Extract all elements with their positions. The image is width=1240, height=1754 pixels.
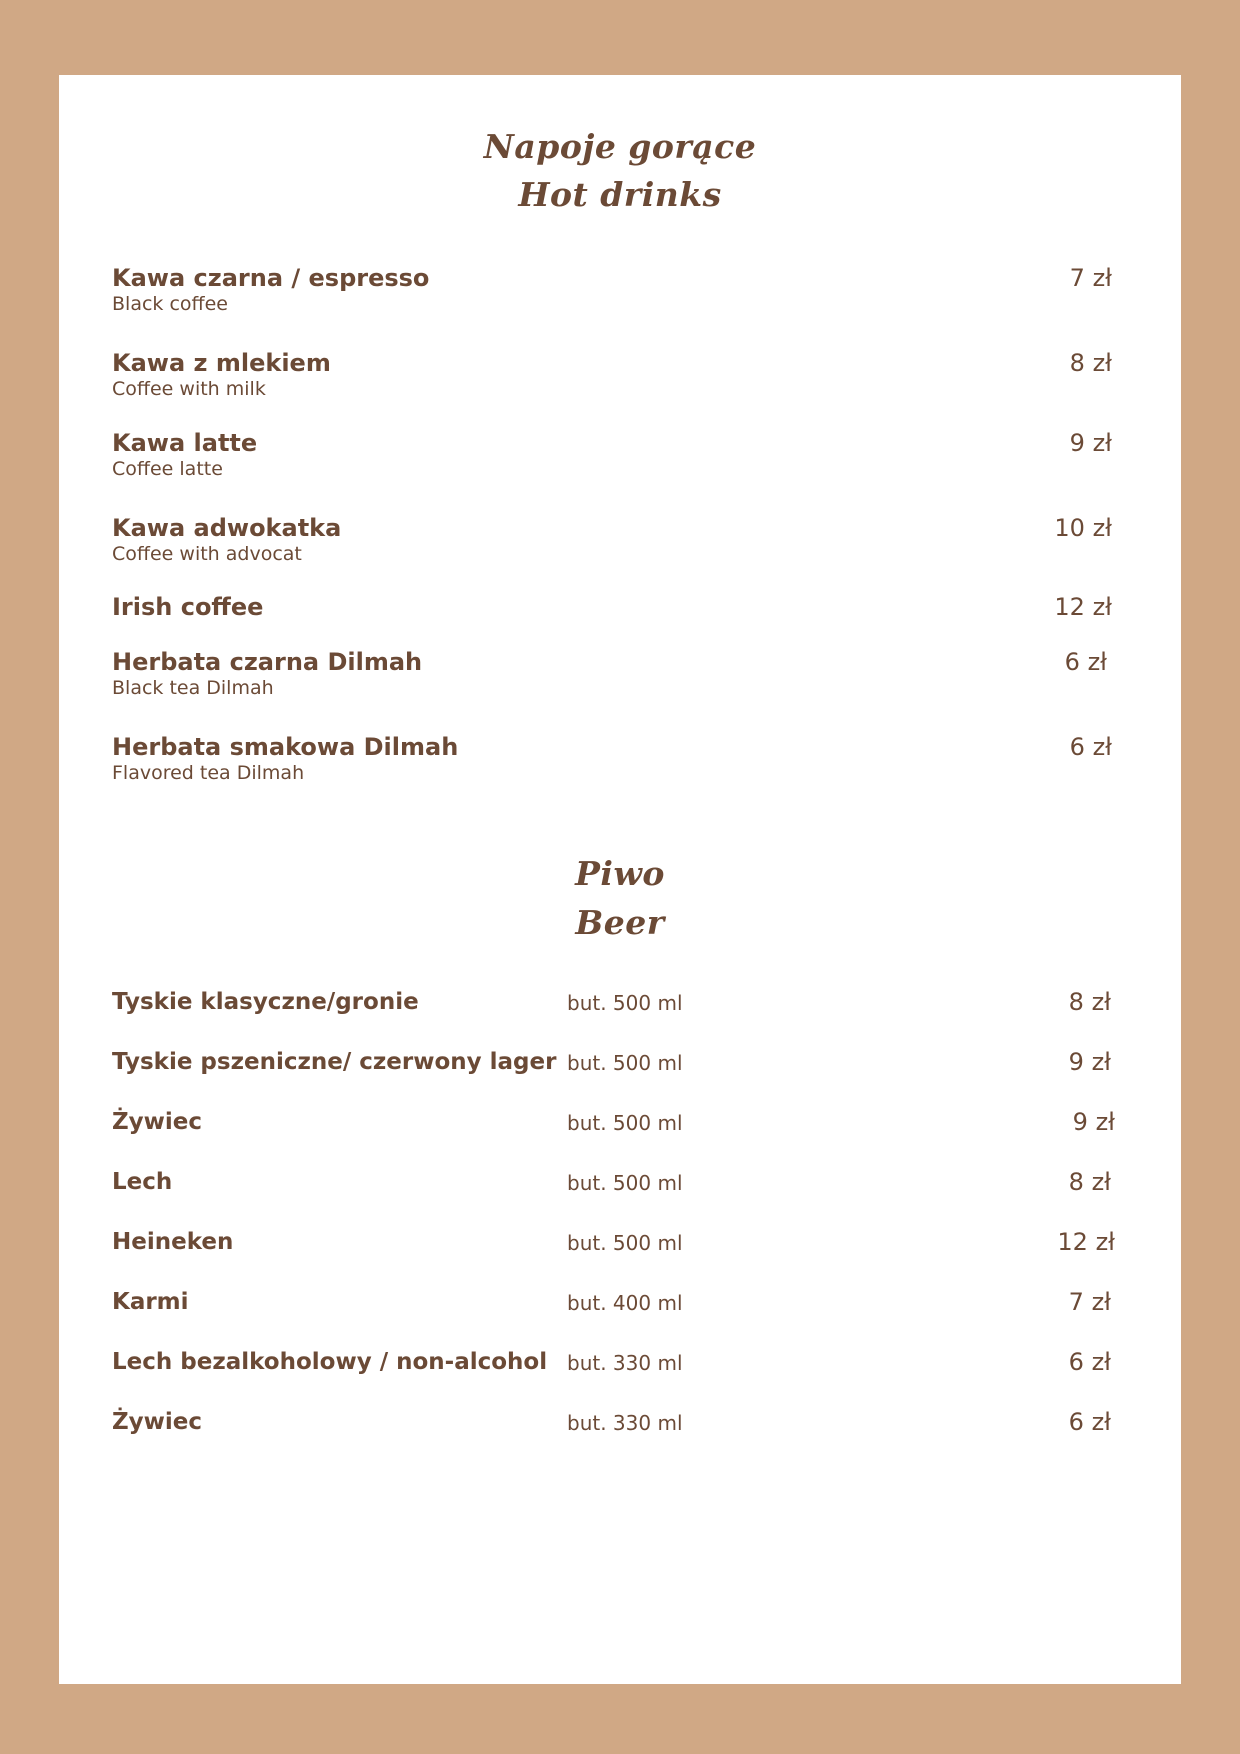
beer-price: 9 zł xyxy=(1068,1048,1111,1076)
item-price: 10 zł xyxy=(1054,514,1112,542)
item-price: 6 zł xyxy=(1064,648,1107,676)
item-name: Herbata czarna Dilmah xyxy=(112,648,423,676)
beer-volume: but. 500 ml xyxy=(567,1171,683,1195)
item-price: 12 zł xyxy=(1054,593,1112,621)
hot-drink-item xyxy=(112,592,1112,622)
hot-drinks-title-pl: Napoje gorące xyxy=(483,127,757,166)
menu-page xyxy=(59,75,1181,1684)
item-name: Kawa z mlekiem xyxy=(112,349,331,377)
item-name: Kawa latte xyxy=(112,429,258,457)
item-name: Kawa czarna / espresso xyxy=(112,264,430,292)
beer-row xyxy=(112,1227,1115,1257)
item-price: 7 zł xyxy=(1069,264,1112,292)
hot-drink-item xyxy=(112,732,1112,784)
item-subtitle: Flavored tea Dilmah xyxy=(112,762,305,784)
beer-name: Heineken xyxy=(112,1229,234,1255)
hot-drink-item xyxy=(112,428,1112,480)
item-subtitle: Coffee with milk xyxy=(112,378,266,400)
beer-price: 12 zł xyxy=(1057,1228,1115,1256)
beer-row xyxy=(112,1167,1115,1197)
beer-name: Żywiec xyxy=(112,1109,203,1135)
beer-volume: but. 400 ml xyxy=(567,1291,683,1315)
beer-row xyxy=(112,1107,1115,1137)
beer-name: Lech xyxy=(112,1169,173,1195)
hot-drinks-title-en: Hot drinks xyxy=(518,175,722,214)
beer-volume: but. 500 ml xyxy=(567,1231,683,1255)
beer-row xyxy=(112,1047,1115,1077)
beer-row xyxy=(112,1407,1115,1437)
beer-row xyxy=(112,1287,1115,1317)
beer-volume: but. 500 ml xyxy=(567,991,683,1015)
beer-name: Tyskie klasyczne/gronie xyxy=(112,989,419,1015)
hot-drink-item xyxy=(112,263,1112,315)
beer-volume: but. 500 ml xyxy=(567,1051,683,1075)
item-price: 9 zł xyxy=(1069,429,1112,457)
item-subtitle: Black tea Dilmah xyxy=(112,677,274,699)
beer-title-en: Beer xyxy=(575,903,665,942)
beer-volume: but. 330 ml xyxy=(567,1411,683,1435)
item-subtitle: Black coffee xyxy=(112,293,228,315)
beer-price: 8 zł xyxy=(1068,988,1111,1016)
item-subtitle: Coffee with advocat xyxy=(112,543,302,565)
item-price: 6 zł xyxy=(1069,733,1112,761)
beer-row xyxy=(112,987,1115,1017)
beer-name: Karmi xyxy=(112,1289,189,1315)
item-subtitle: Coffee latte xyxy=(112,458,223,480)
hot-drink-item xyxy=(112,513,1112,565)
item-name: Herbata smakowa Dilmah xyxy=(112,733,459,761)
beer-price: 6 zł xyxy=(1068,1408,1111,1436)
item-name: Kawa adwokatka xyxy=(112,514,342,542)
hot-drink-item xyxy=(112,348,1112,400)
beer-price: 7 zł xyxy=(1068,1288,1111,1316)
beer-price: 8 zł xyxy=(1068,1168,1111,1196)
beer-name: Tyskie pszeniczne/ czerwony lager xyxy=(112,1049,557,1075)
item-price: 8 zł xyxy=(1069,349,1112,377)
beer-volume: but. 500 ml xyxy=(567,1111,683,1135)
beer-title-pl: Piwo xyxy=(575,854,665,893)
beer-name: Lech bezalkoholowy / non-alcohol xyxy=(112,1349,548,1375)
beer-price: 6 zł xyxy=(1068,1348,1111,1376)
beer-price: 9 zł xyxy=(1072,1108,1115,1136)
beer-name: Żywiec xyxy=(112,1409,203,1435)
hot-drink-item xyxy=(112,647,1112,699)
item-name: Irish coffee xyxy=(112,593,264,621)
beer-row xyxy=(112,1347,1115,1377)
beer-volume: but. 330 ml xyxy=(567,1351,683,1375)
